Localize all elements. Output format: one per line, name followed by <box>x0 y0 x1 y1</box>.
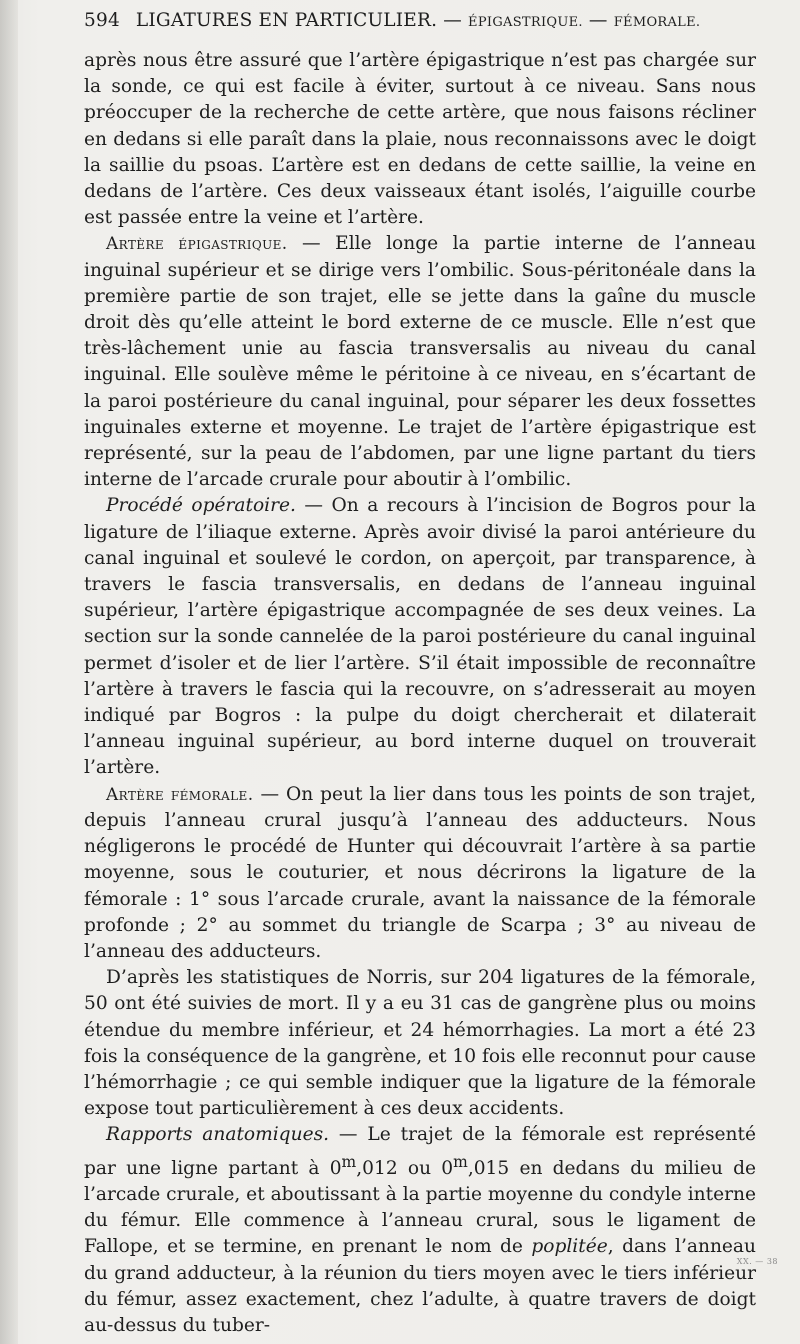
paragraph-statistiques: D’après les statistiques de Norris, sur 204 ligatures de la fémorale, 50 ont été suivies de mort. Il y a eu 31 cas de gangrène plus ou moins étendue du membre inférieur, et 24 hémorrhagies. La mort a été 23 fois la conséquence de la gangrène, et 10 fois elle reconnut pour cause l’hémorrhagie ; ce qui semble indiquer que la ligature de la fémorale expose tout particulièrement à ces deux accidents. <box>84 967 756 1120</box>
page-number: 594 <box>84 10 120 31</box>
body-text <box>84 48 756 1339</box>
running-title: LIGATURES EN PARTICULIER. <box>135 10 438 31</box>
header-dash: — <box>588 10 608 31</box>
running-header <box>84 10 764 31</box>
page-gutter-shadow <box>0 0 18 1344</box>
signature-mark: XX. — 38 <box>736 1257 778 1266</box>
section-heading: Rapports anatomiques. <box>106 1124 330 1146</box>
section-heading: Procédé opératoire. <box>106 495 296 517</box>
paragraph-continuation: après nous être assuré que l’artère épigastrique n’est pas chargée sur la sonde, ce qui est facile à éviter, surtout à ce niveau. Sans nous préoccuper de la recherche de cette artère, que nous faisons récliner en dedans si elle paraît dans la plaie, nous reconnaissons avec le doigt la saillie du psoas. L’artère est en dedans de cette saillie, la veine en dedans de l’artère. Ces deux vaisseaux étant isolés, l’aiguille courbe est passée entre la veine et l’artère. <box>84 50 756 229</box>
running-subtitle-epigastrique: ÉPIGASTRIQUE. <box>468 15 583 30</box>
paragraph-procede-operatoire: Procédé opératoire. — On a recours à l’incision de Bogros pour la ligature de l’iliaque externe. Après avoir divisé la paroi antérieure du canal inguinal et soulevé le cordon, on aperçoit, par transparence, à travers le fascia transversalis, en dedans de l’anneau inguinal supérieur, l’artère épigastrique accompagnée de ses deux veines. La section sur la sonde cannelée de la paroi postérieure du canal inguinal permet d’isoler et de lier l’artère. S’il était impossible de reconnaître l’artère à travers le fascia qui la recouvre, on s’adresserait au moyen indiqué par Bogros : la pulpe du doigt chercherait et dilaterait l’anneau inguinal supérieur, au bord interne duquel on trouverait l’artère. <box>84 495 756 779</box>
paragraph-artere-epigastrique: Artère épigastrique. — Elle longe la partie interne de l’anneau inguinal supérieur et se dirige vers l’ombilic. Sous-péritonéale dans la première partie de son trajet, elle se jette dans la gaîne du muscle droit dès qu’elle atteint le bord externe de ce muscle. Elle n’est que très-lâchement unie au fascia transversalis au niveau du canal inguinal. Elle soulève même le péritoine à ce niveau, en s’écartant de la paroi postérieure du canal inguinal, pour séparer les deux fossettes inguinales externe et moyenne. Le trajet de l’artère épigastrique est représenté, sur la peau de l’abdomen, par une ligne partant du tiers interne de l’arcade crurale pour aboutir à l’ombilic. <box>84 233 756 491</box>
paragraph-artere-femorale: Artère fémorale. — On peut la lier dans tous les points de son trajet, depuis l’anneau crural jusqu’à l’anneau des adducteurs. Nous négligerons le procédé de Hunter qui découvrait l’artère à sa partie moyenne, sous le couturier, et nous décrirons la ligature de la fémorale : 1° sous l’arcade crurale, avant la naissance de la fémorale profonde ; 2° au sommet du triangle de Scarpa ; 3° au niveau de l’anneau des adducteurs. <box>84 783 756 962</box>
running-subtitle-femorale: FÉMORALE. <box>613 15 701 30</box>
header-dash: — <box>443 10 462 31</box>
section-heading: Artère fémorale. <box>106 784 254 805</box>
paragraph-rapports-anatomiques: Rapports anatomiques. — Le trajet de la fémorale est représenté par une ligne partant à 0$^m$,012 ou 0$^m$,015 en dedans du milieu de l’arcade crurale, et aboutissant à la partie moyenne du condyle interne du fémur. Elle commence à l’anneau crural, sous le ligament de Fallope, et se termine, en prenant le nom de poplitée, dans l’anneau du grand adducteur, à la réunion du tiers moyen avec le tiers inférieur du fémur, assez exactement, chez l’adulte, à quatre travers de doigt au-dessus du tuber- <box>84 1124 756 1336</box>
section-heading: Artère épigastrique. <box>106 234 288 255</box>
